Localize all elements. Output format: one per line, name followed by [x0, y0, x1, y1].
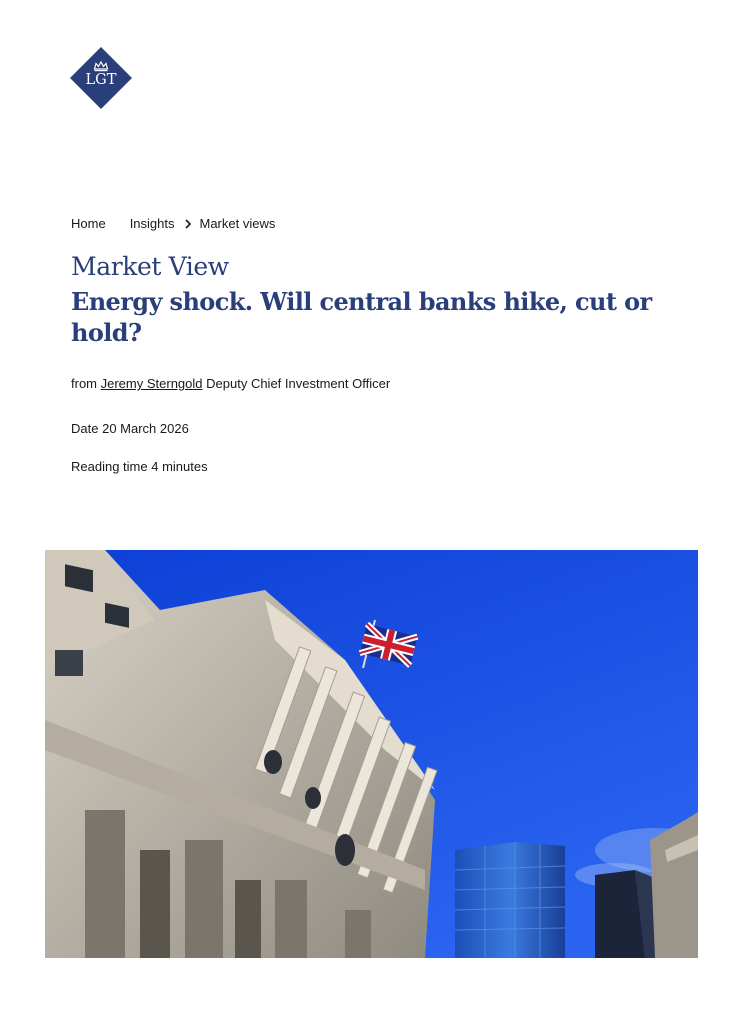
author-role: Deputy Chief Investment Officer — [206, 376, 391, 391]
author-line — [71, 376, 390, 391]
bank-building-illustration — [45, 550, 698, 958]
reading-time-value: 4 minutes — [151, 459, 208, 474]
lgt-logo[interactable] — [70, 47, 132, 109]
date-line — [71, 421, 189, 436]
author-prefix: from — [71, 376, 97, 391]
date-value: 20 March 2026 — [102, 421, 189, 436]
chevron-right-icon — [180, 219, 196, 229]
author-link[interactable]: Jeremy Sterngold — [100, 376, 203, 391]
date-label: Date — [71, 421, 99, 436]
breadcrumb-current: Market views — [199, 216, 276, 231]
article-kicker: Market View — [71, 252, 229, 281]
breadcrumb-insights-link[interactable]: Insights — [129, 216, 175, 231]
reading-time-label: Reading time — [71, 459, 148, 474]
article-title: Energy shock. Will central banks hike, cut or hold? — [71, 287, 652, 347]
reading-time-line — [71, 459, 208, 474]
breadcrumb — [71, 216, 275, 231]
logo-text: LGT — [85, 72, 117, 88]
breadcrumb-home-link[interactable]: Home — [71, 216, 106, 231]
hero-image — [45, 550, 698, 958]
